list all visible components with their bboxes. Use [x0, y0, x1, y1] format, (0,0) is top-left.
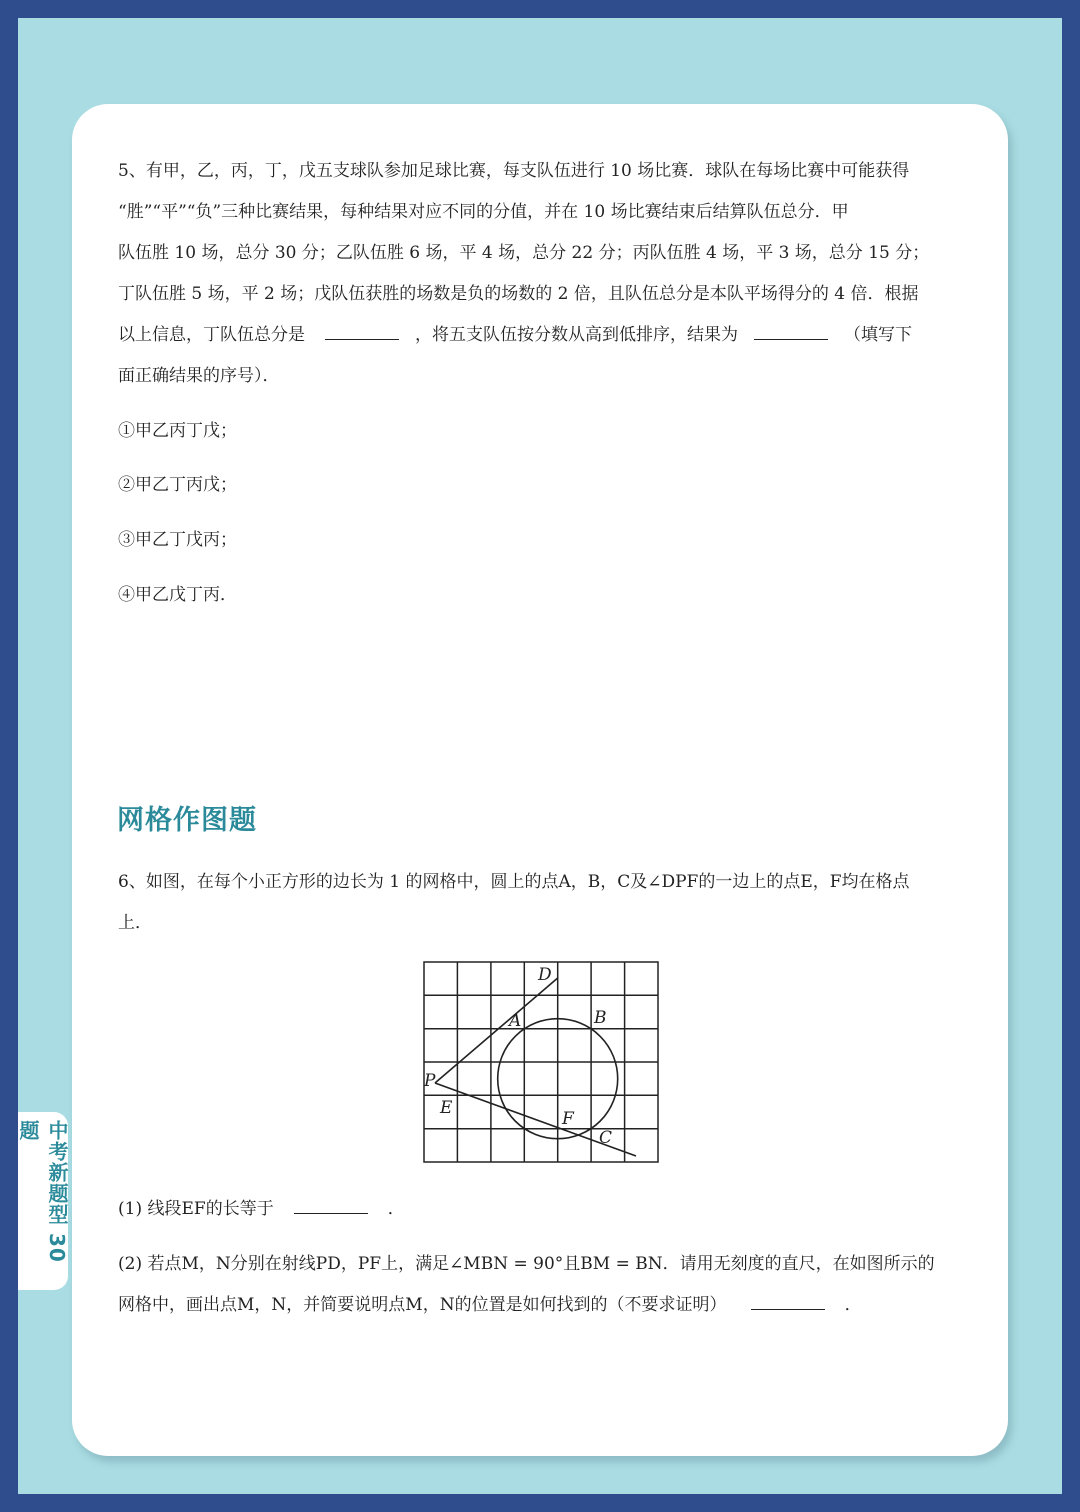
option-3: ③甲乙丁戊丙； — [118, 530, 237, 550]
q5-line-5-part-a: 以上信息，丁队伍总分是 — [118, 325, 305, 345]
answer-blank-3[interactable] — [294, 1199, 368, 1214]
answer-blank-4[interactable] — [751, 1295, 825, 1310]
q5-line-4: 丁队伍胜 5 场，平 2 场；戊队伍获胜的场数是负的场数的 2 倍，且队伍总分是本队平场得分的 4 倍．根据 — [118, 284, 919, 304]
q5-line-5-part-b: ，将五支队伍按分数从高到低排序，结果为 — [415, 325, 738, 345]
label-e: E — [440, 1098, 453, 1118]
ray-pd — [435, 978, 558, 1083]
option-2: ②甲乙丁丙戊； — [118, 475, 237, 495]
option-4: ④甲乙戊丁丙． — [118, 585, 237, 605]
label-b: B — [594, 1008, 607, 1028]
q6-sub-2-end: ． — [844, 1295, 862, 1315]
side-tab-label: 中考新题型 30 题 — [16, 1120, 69, 1263]
q5-line-6: 面正确结果的序号）． — [118, 366, 280, 386]
grid-figure-svg — [418, 956, 668, 1168]
answer-blank-1[interactable] — [325, 325, 399, 340]
q6-sub-1-end: ． — [387, 1199, 405, 1219]
side-tab — [18, 1112, 68, 1290]
q6-sub-1 — [118, 1194, 968, 1219]
q5-line-5 — [118, 320, 968, 345]
q6-sub-2-line-2 — [118, 1290, 968, 1315]
option-1: ①甲乙丙丁戊； — [118, 421, 237, 441]
q6-line-2: 上． — [118, 913, 152, 933]
q6-sub-1-text: (1) 线段EF的长等于 — [118, 1199, 274, 1219]
q6-line-1: 6、如图，在每个小正方形的边长为 1 的网格中，圆上的点A，B，C及∠DPF的一边上的点E，F均在格点 — [118, 872, 910, 892]
q5-line-3: 队伍胜 10 场，总分 30 分；乙队伍胜 6 场，平 4 场，总分 22 分；丙队伍胜 4 场，平 3 场，总分 15 分； — [118, 243, 930, 263]
q5-line-2: “胜”“平”“负”三种比赛结果，每种结果对应不同的分值，并在 10 场比赛结束后结算队伍总分．甲 — [118, 202, 849, 222]
answer-blank-2[interactable] — [754, 325, 828, 340]
q6-sub-2-text: 网格中，画出点M，N，并简要说明点M，N的位置是如何找到的（不要求证明） — [118, 1295, 727, 1315]
q6-sub-2-line-1: (2) 若点M，N分别在射线PD，PF上，满足∠MBN = 90°且BM = BN．请用无刻度的直尺，在如图所示的 — [118, 1254, 935, 1274]
q5-line-5-part-c: （填写下 — [844, 325, 912, 345]
section-title: 网格作图题 — [117, 805, 257, 836]
q5-line-1: 5、有甲，乙，丙，丁，戊五支球队参加足球比赛，每支队伍进行 10 场比赛．球队在每场比赛中可能获得 — [118, 161, 910, 181]
label-a: A — [509, 1011, 522, 1031]
label-c: C — [599, 1128, 613, 1148]
label-p: P — [424, 1071, 436, 1091]
grid-figure — [418, 956, 668, 1172]
label-f: F — [562, 1109, 574, 1129]
label-d: D — [538, 965, 552, 985]
